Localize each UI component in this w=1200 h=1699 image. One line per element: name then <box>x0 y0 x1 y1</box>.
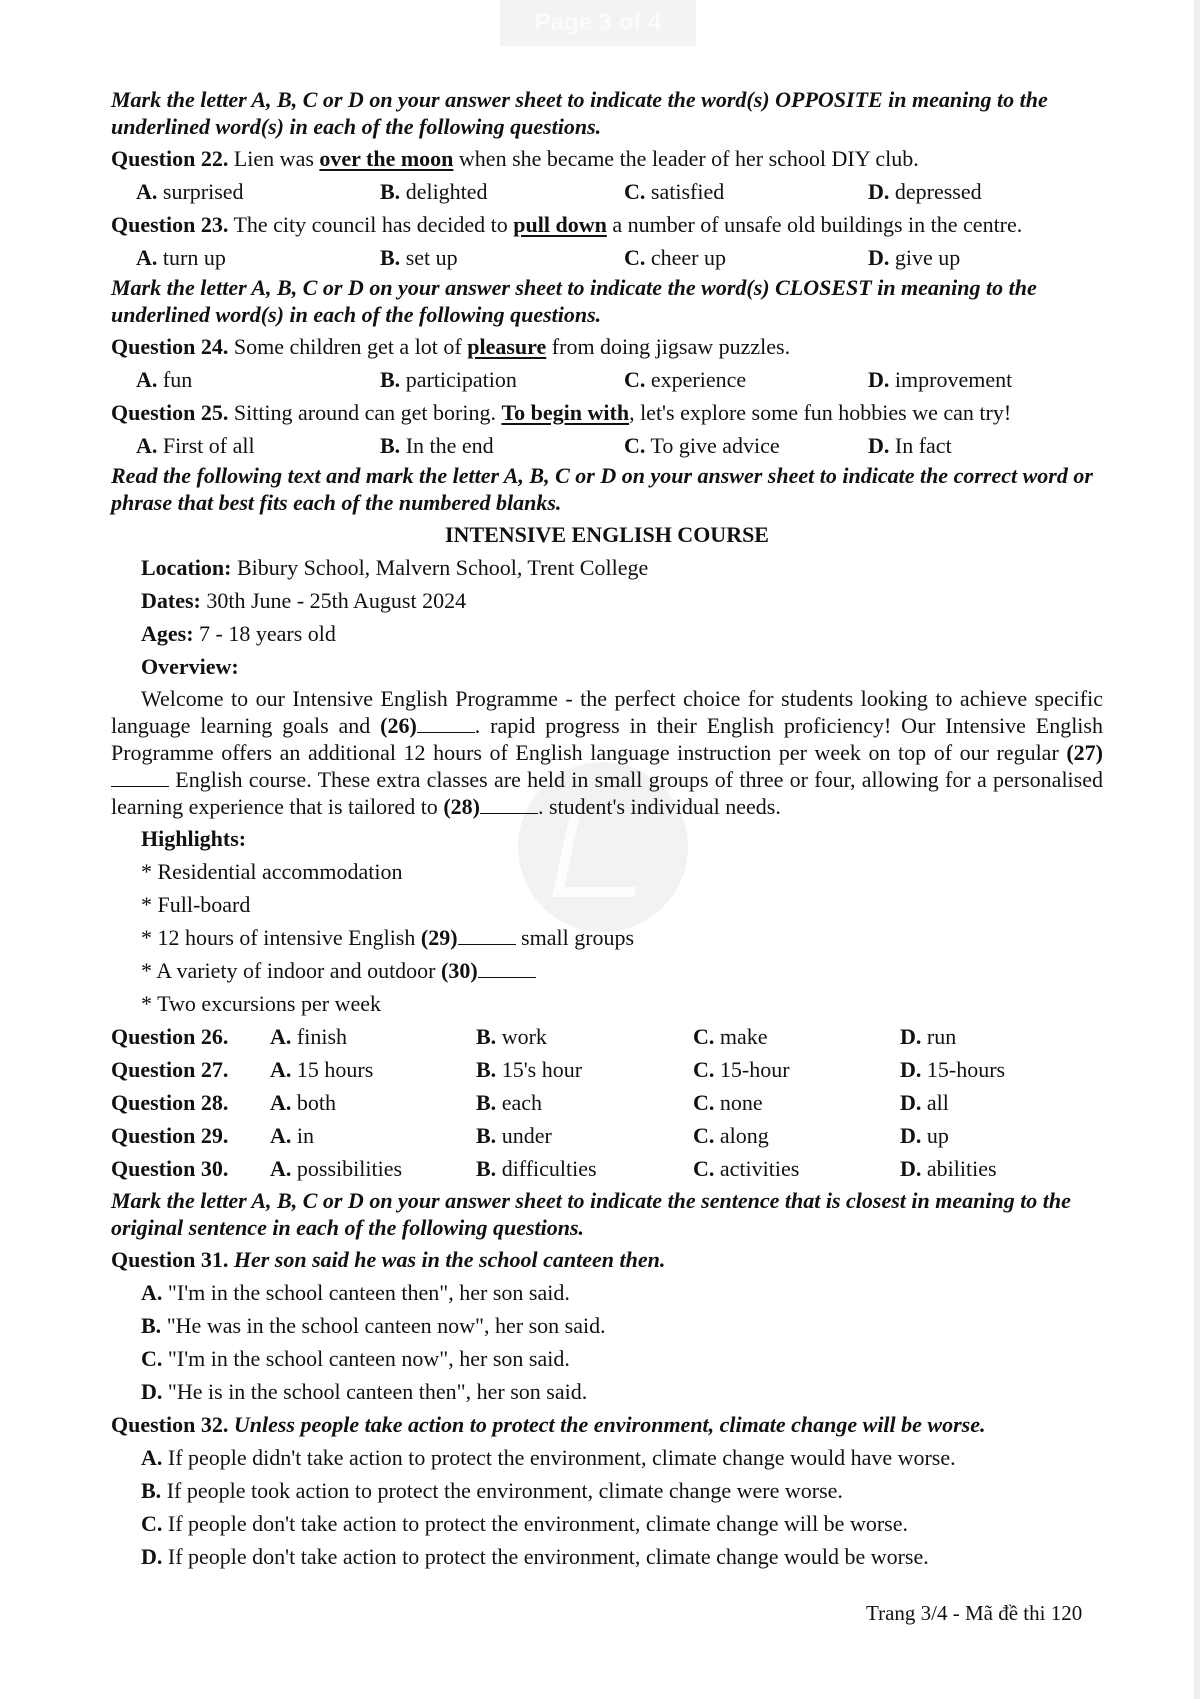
option-d: D. depressed <box>868 179 982 204</box>
option-a: A. First of all <box>136 433 255 458</box>
option-b: B. In the end <box>380 433 494 458</box>
option-b: B. set up <box>380 245 458 270</box>
question-27-row: Question 27. A. 15 hours B. 15's hour C. 15-hour D. 15-hours <box>111 1057 1006 1082</box>
option-b: B. "He was in the school canteen now", her son said. <box>141 1313 606 1338</box>
options-22 <box>111 175 1103 208</box>
question-30-row: Question 30. A. possibilities B. difficulties C. activities D. abilities <box>111 1156 997 1181</box>
dates-line: Dates: 30th June - 25th August 2024 <box>141 588 467 613</box>
blank-27: (27) <box>1066 740 1103 765</box>
option-d: D. In fact <box>868 433 952 458</box>
overview-heading: Overview: <box>141 654 239 679</box>
option-c: C. cheer up <box>624 245 727 270</box>
blank-29: (29) <box>420 925 458 950</box>
question-32: Question 32. Unless people take action to protect the environment, climate change will be worse. <box>111 1412 986 1437</box>
blank-line <box>417 712 475 733</box>
section-instruction-closest: Mark the letter A, B, C or D on your answer sheet to indicate the word(s) CLOSEST in meaning to the underlined word(s) in each of the following questions. <box>111 275 1037 327</box>
question-22: Question 22. Lien was over the moon when she became the leader of her school DIY club. <box>111 146 919 171</box>
option-d: D. improvement <box>868 367 1013 392</box>
highlight-item: * Full-board <box>141 892 251 917</box>
blank-line <box>111 766 169 787</box>
question-23: Question 23. The city council has decided to pull down a number of unsafe old buildings in the centre. <box>111 212 1023 237</box>
question-26-row: Question 26. A. finish B. work C. make D. run <box>111 1024 957 1049</box>
underlined-phrase: pull down <box>513 212 607 237</box>
highlight-item: * A variety of indoor and outdoor (30) <box>111 954 1103 987</box>
underlined-phrase: To begin with <box>501 400 630 425</box>
blank-30: (30) <box>441 958 478 983</box>
option-c: C. If people don't take action to protect the environment, climate change will be worse. <box>141 1511 908 1536</box>
section-instruction-opposite: Mark the letter A, B, C or D on your answer sheet to indicate the word(s) OPPOSITE in meaning to the underlined word(s) in each of the following questions. <box>111 87 1048 139</box>
option-c: C. satisfied <box>624 179 725 204</box>
option-a: A. surprised <box>136 179 244 204</box>
overview-paragraph: Welcome to our Intensive English Programme - the perfect choice for students looking to achieve specific language learning goals and (26) . rapid progress in their English proficiency! Our Intensive English Programme offers an additional 12 hours of English language instruction per week on top of our regular (27) English course. These extra classes are held in small groups of three or four, allowing for a personalised learning experience that is tailored to (28) . student's individual needs. <box>111 686 1103 819</box>
blank-line <box>458 924 516 945</box>
highlight-item: * 12 hours of intensive English (29) small groups <box>141 925 635 950</box>
option-b: B. participation <box>380 367 517 392</box>
options-25 <box>111 429 1103 462</box>
section-instruction-cloze: Read the following text and mark the letter A, B, C or D on your answer sheet to indicate the correct word or phrase that best fits each of the numbered blanks. <box>111 463 1093 515</box>
question-25: Question 25. Sitting around can get boring. To begin with, let's explore some fun hobbies we can try! <box>111 400 1012 425</box>
page-footer: Trang 3/4 - Mã đề thi 120 <box>866 1601 1083 1625</box>
question-29-row: Question 29. A. in B. under C. along D. up <box>111 1123 949 1148</box>
underlined-phrase: pleasure <box>467 334 547 359</box>
option-c: C. "I'm in the school canteen now", her son said. <box>141 1346 570 1371</box>
option-d: D. "He is in the school canteen then", her son said. <box>141 1379 588 1404</box>
option-a: A. If people didn't take action to protect the environment, climate change would have worse. <box>141 1445 956 1470</box>
question-28-row: Question 28. A. both B. each C. none D. all <box>111 1090 949 1115</box>
options-24 <box>111 363 1103 396</box>
question-24: Question 24. Some children get a lot of pleasure from doing jigsaw puzzles. <box>111 334 791 359</box>
course-title: INTENSIVE ENGLISH COURSE <box>445 522 769 547</box>
blank-line <box>480 793 538 814</box>
option-a: A. turn up <box>136 245 226 270</box>
option-c: C. To give advice <box>624 433 780 458</box>
location-line: Location: Bibury School, Malvern School, Trent College <box>141 555 649 580</box>
option-b: B. delighted <box>380 179 488 204</box>
option-a: A. fun <box>136 367 193 392</box>
highlights-heading: Highlights: <box>141 826 247 851</box>
options-23 <box>111 241 1103 274</box>
blank-28: (28) <box>443 794 480 819</box>
highlight-item: * Residential accommodation <box>141 859 403 884</box>
page-header: Page 3 of 4 <box>500 0 696 46</box>
cloze-options-grid <box>111 1020 1103 1185</box>
page-edge <box>1194 0 1200 1699</box>
blank-26: (26) <box>380 713 417 738</box>
question-31: Question 31. Her son said he was in the school canteen then. <box>111 1247 666 1272</box>
option-c: C. experience <box>624 367 747 392</box>
option-b: B. If people took action to protect the environment, climate change were worse. <box>141 1478 843 1503</box>
highlight-item: * Two excursions per week <box>141 991 381 1016</box>
ages-line: Ages: 7 - 18 years old <box>141 621 336 646</box>
option-a: A. "I'm in the school canteen then", her son said. <box>141 1280 570 1305</box>
underlined-phrase: over the moon <box>319 146 454 171</box>
exam-content <box>111 86 1103 1573</box>
section-instruction-rewrite: Mark the letter A, B, C or D on your answer sheet to indicate the sentence that is closest in meaning to the original sentence in each of the following questions. <box>111 1188 1071 1240</box>
option-d: D. give up <box>868 245 961 270</box>
blank-line <box>478 957 536 978</box>
option-d: D. If people don't take action to protect the environment, climate change would be worse. <box>141 1544 929 1569</box>
